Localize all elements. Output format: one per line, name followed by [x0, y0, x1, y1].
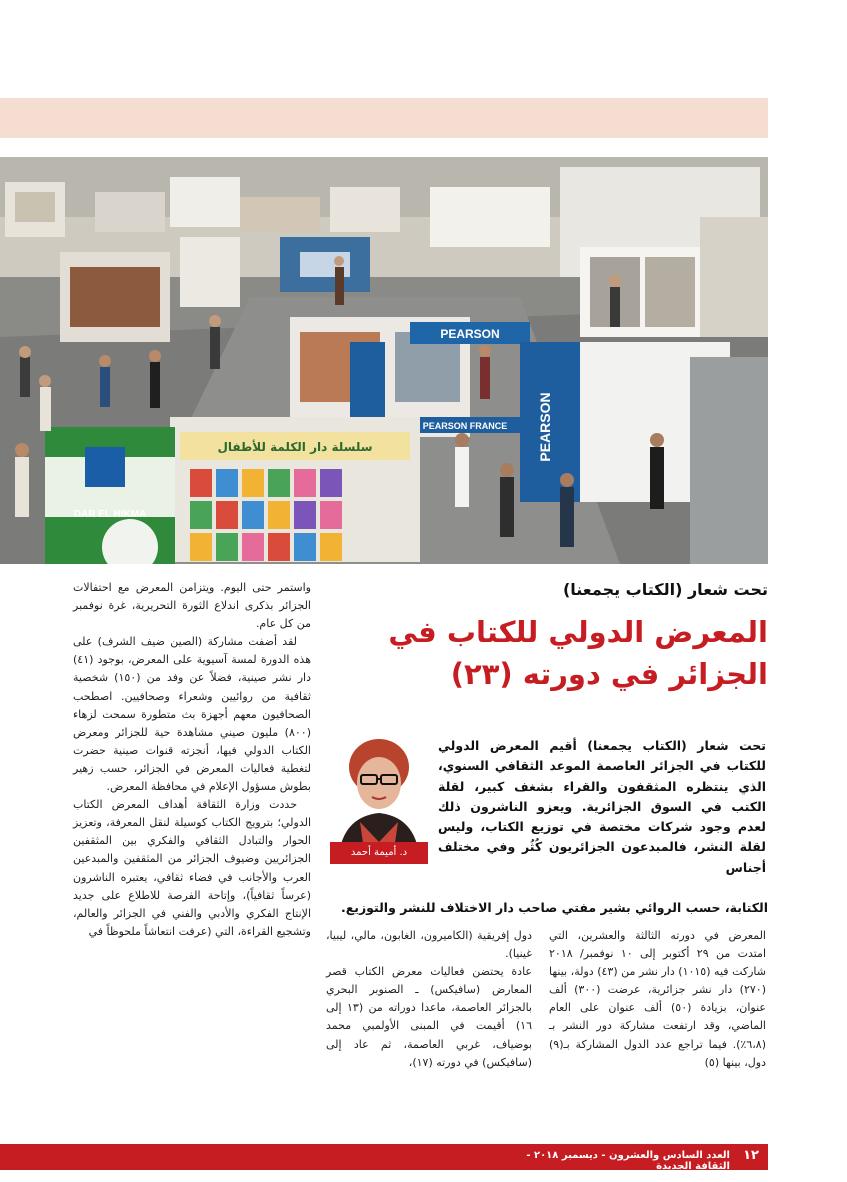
body-column-right: [549, 927, 766, 1072]
headline-line-1: المعرض الدولي للكتاب في: [388, 615, 768, 649]
body-paragraph: عادة يحتضن فعاليات معرض الكتاب قصر المعارض (سافيكس) ـ الصنوبر البحري بالجزائر العاصمة، ماعدا دوراته من (١٣ إلى ١٦) أقيمت في المبنى الأولمبي محمد بوضياف، غربي العاصمة، ثم عاد إلى (سافيكس) في دورته (١٧)،: [326, 965, 532, 1069]
dar-el-hikma-sign: DAR EL HIKMA: [73, 509, 147, 520]
body-paragraph: دول إفريقية (الكاميرون، الغابون، مالي، ليبيا، غينيا).: [326, 929, 532, 961]
page-number: ١٢: [743, 1148, 759, 1163]
body-paragraph: المعرض في دورته الثالثة والعشرين، التي امتدت من ٢٩ أكتوبر إلى ١٠ نوفمبر/ ٢٠١٨ شاركت فيه (١٠١٥) دار نشر من (٤٣) دولة، بينها (٢٧٠) دار نشر جزائرية، عرضت (٣٠٠) ألف عنوان، بزيادة (٥٠) ألف عنوان على العام الماضي، وقد ارتفعت مشاركة دور النشر بـ (٦،٨٪). فيما تراجع عدد الدول المشاركة بـ(٩) دول، بينها (٥): [549, 929, 767, 1069]
article-kicker: تحت شعار (الكتاب يجمعنا): [562, 580, 768, 599]
body-paragraph: حددت وزارة الثقافة أهداف المعرض الكتاب الدولي؛ بترويج الكتاب كوسيلة لنقل المعرفة، وتعزيز الحوار والتبادل الثقافي والفكري بين المثقفين الجزائريين وضيوف الجزائر من المثقفين والمبدعين العرب والأجانب في فضاء ثقافي، يعتبره الناشرون (عرساً ثقافياً)، وإتاحة الفرصة للاطلاع على جديد الإنتاج الفكري والأدبي والفني في الجزائر والعالم، وتشجيع القراءة، التي (عرفت انتعاشاً ملحوظاً في: [73, 798, 311, 938]
lead-paragraph-end: [336, 898, 768, 918]
headline-line-2: الجزائر في دورته (٢٣): [450, 657, 768, 691]
body-column-middle: [326, 927, 532, 1072]
body-column-left: [73, 579, 311, 941]
footer-issue-text: العدد السادس والعشرون - ديسمبر ٢٠١٨ - الثقافة الجديدة: [526, 1150, 730, 1172]
kids-booth-banner: سلسلة دار الكلمة للأطفال: [217, 440, 373, 454]
body-paragraph: لقد أضفت مشاركة (الصين ضيف الشرف) على هذه الدورة لمسة آسيوية على المعرض، بوجود (٤١) دار نشر صينية، فضلاً عن وفد من (١٥٠) شخصية ثقافية من روائيين وشعراء وصحافيين. اصطحب الصحافيون معهم أجهزة بث متطورة سمحت لزهاء (٨٠٠) مليون صيني مشاهدة حية للجزائر ومعرض الكتاب الدولي فيها، أنجزته قنوات صينية حضرت لتغطية فعاليات المعرض في الجزائر، حسب زهير بطوش مسؤول الإعلام في محافظة المعرض.: [73, 635, 311, 794]
pearson-france-sign: PEARSON FRANCE: [422, 421, 508, 431]
book-fair-photo: [0, 157, 768, 564]
lead-paragraph: [438, 736, 766, 878]
header-band: [0, 98, 768, 138]
book-fair-illustration: [0, 157, 768, 564]
lead-text-beside-photo: تحت شعار (الكتاب يجمعنا) أقيم المعرض الدولي للكتاب في الجزائر العاصمة الموعد الثقافي السنوي، الذي ينتظره المثقفون والقراء بشغف كبير، لقلة الكتب في السوق الجزائرية. ويعزو الناشرون ذلك لعدم وجود شركات مختصة في توزيع الكتاب، وليس لقلة النشر، فالمبدعون الجزائريون كُثُر وفي مختلف أجناس: [438, 738, 766, 875]
portrait-caption: د. أميمة أحمد: [330, 842, 428, 864]
pearson-sign-top: PEARSON: [440, 327, 500, 341]
pearson-sign-side: PEARSON: [537, 392, 553, 462]
article-headline: [340, 612, 768, 696]
body-paragraph: واستمر حتى اليوم. ويتزامن المعرض مع احتفالات الجزائر بذكرى اندلاع الثورة التحريرية، غرة نوفمبر من كل عام.: [73, 581, 311, 631]
lead-text-full-width: الكتابة، حسب الروائي بشير مفتي صاحب دار الاختلاف للنشر والتوزيع.: [340, 900, 768, 915]
